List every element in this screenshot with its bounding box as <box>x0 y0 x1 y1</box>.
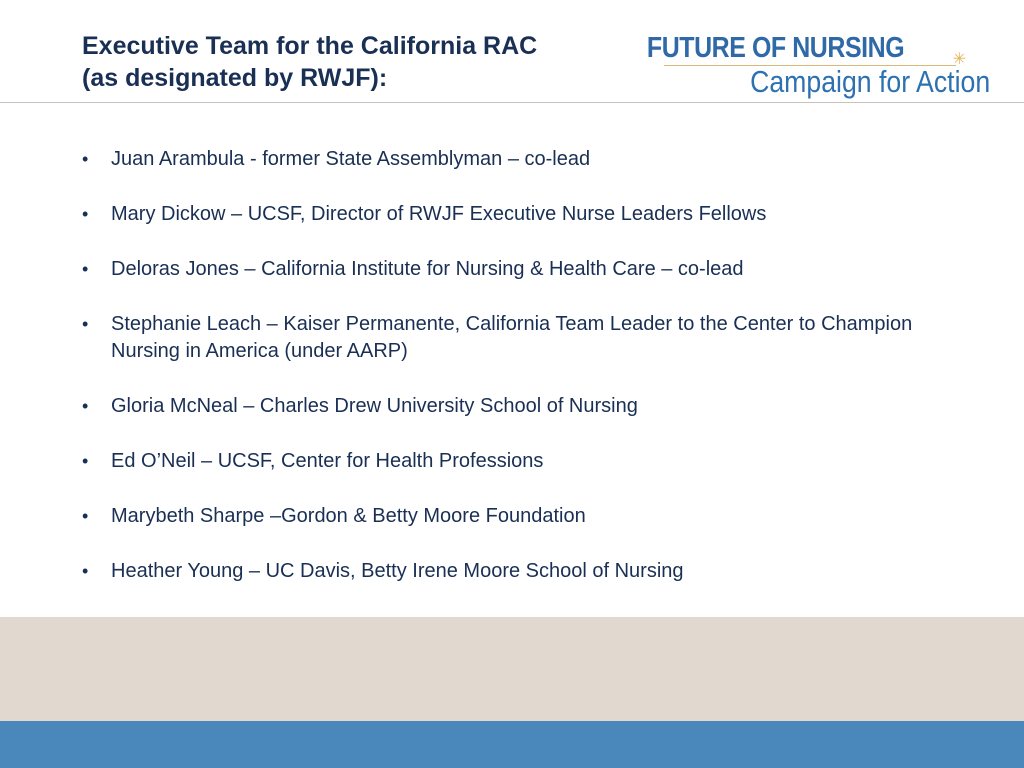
future-of-nursing-logo <box>646 32 990 100</box>
bullet-icon: • <box>82 259 89 279</box>
list-item-text: Deloras Jones – California Institute for Nursing & Health Care – co-lead <box>111 258 744 280</box>
title-line-2: (as designated by RWJF): <box>82 64 388 92</box>
title-line-1: Executive Team for the California RAC <box>82 32 538 60</box>
executive-team-list <box>0 146 1024 613</box>
bullet-icon: • <box>82 149 89 169</box>
list-item-text: Stephanie Leach – Kaiser Permanente, California Team Leader to the Center to Champion Nursing in America (under AARP) <box>111 313 913 362</box>
list-item <box>0 503 1024 530</box>
list-item-text: Heather Young – UC Davis, Betty Irene Moore School of Nursing <box>111 560 684 582</box>
bullet-icon: • <box>82 314 89 334</box>
bullet-icon: • <box>82 451 89 471</box>
list-item-text: Juan Arambula - former State Assemblyman – co-lead <box>111 148 591 170</box>
footer-blue-band <box>0 721 1024 768</box>
list-item-text: Mary Dickow – UCSF, Director of RWJF Executive Nurse Leaders Fellows <box>111 203 767 225</box>
list-item-text: Ed O’Neil – UCSF, Center for Health Professions <box>111 450 544 472</box>
list-item <box>0 311 1024 365</box>
list-item <box>0 448 1024 475</box>
list-item <box>0 393 1024 420</box>
list-item <box>0 146 1024 173</box>
bullet-icon: • <box>82 561 89 581</box>
list-item <box>0 558 1024 585</box>
list-item-text: Marybeth Sharpe –Gordon & Betty Moore Foundation <box>111 505 586 527</box>
list-item <box>0 201 1024 228</box>
footer-tan-band <box>0 617 1024 721</box>
list-item-text: Gloria McNeal – Charles Drew University School of Nursing <box>111 395 638 417</box>
bullet-icon: • <box>82 396 89 416</box>
header-divider <box>0 102 1024 103</box>
slide-title <box>82 30 642 94</box>
bullet-icon: • <box>82 506 89 526</box>
logo-bottom-text: Campaign for Action <box>749 64 990 99</box>
logo-star-icon: ✳ <box>952 51 966 68</box>
bullet-icon: • <box>82 204 89 224</box>
logo-top-text: FUTURE OF NURSING <box>646 32 904 64</box>
list-item <box>0 256 1024 283</box>
